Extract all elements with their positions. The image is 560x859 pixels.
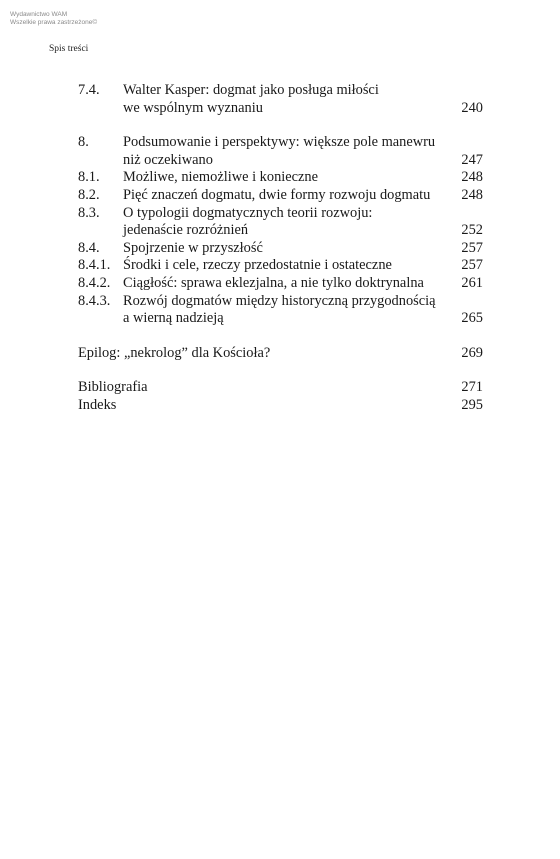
toc-number: 8. [78,134,89,151]
toc-entry-8-4-1 [78,257,483,275]
running-head: Spis treści [49,44,89,54]
watermark-line-1: Wydawnictwo WAM [10,11,68,18]
watermark-line-2: Wszelkie prawa zastrzeżone© [10,19,98,26]
toc-entry-bibliography [78,379,483,397]
toc-title: Indeks [78,396,117,413]
toc-entry-8-2 [78,187,483,205]
toc-title: Epilog: „nekrolog” dla Kościoła? [78,344,271,361]
toc-title: Środki i cele, rzeczy przedostatnie i ostateczne [123,257,392,274]
toc-title: Spojrzenie w przyszłość [123,239,263,256]
toc-title: Walter Kasper: dogmat jako posługa miłości [123,82,379,98]
toc-entry-8-4-3 [78,293,483,328]
toc-title-continued: we wspólnym wyznaniu [123,99,263,116]
toc-page-number: 252 [461,222,483,239]
toc-page-number: 295 [461,396,483,413]
toc-entry-8-1 [78,169,483,187]
toc-page-number: 265 [461,310,483,327]
toc-title-continued: a wierną nadzieją [123,310,224,327]
toc-title: O typologii dogmatycznych teorii rozwoju: [123,204,373,221]
toc-page-number: 257 [461,239,483,256]
toc-number: 8.2. [78,186,100,203]
toc-entry-index [78,397,483,415]
toc-number: 7.4. [78,82,100,98]
toc-page-number: 261 [461,274,483,291]
toc-title: Podsumowanie i perspektywy: większe pole manewru [123,134,436,151]
toc-number: 8.3. [78,204,100,221]
toc-entry-8-4-2 [78,275,483,293]
toc-title-continued: niż oczekiwano [123,151,213,168]
toc-entry-7-4 [78,82,483,117]
toc-number: 8.4.2. [78,274,111,291]
toc-page-number: 240 [461,99,483,116]
toc-page-number: 247 [461,151,483,168]
toc-number: 8.4.3. [78,292,111,309]
toc-page-number: 269 [461,344,483,361]
table-of-contents [78,82,483,415]
toc-title: Pięć znaczeń dogmatu, dwie formy rozwoju dogmatu [123,186,431,203]
toc-title: Bibliografia [78,379,148,396]
toc-title: Możliwe, niemożliwe i konieczne [123,169,319,186]
toc-page-number: 248 [461,169,483,186]
toc-number: 8.4.1. [78,257,111,274]
toc-entry-8-4 [78,240,483,258]
toc-entry-epilog [78,345,483,363]
toc-title: Ciągłość: sprawa eklezjalna, a nie tylko doktrynalna [123,274,424,291]
publisher-watermark [10,11,97,27]
toc-page-number: 248 [461,186,483,203]
toc-number: 8.4. [78,239,100,256]
toc-entry-8 [78,134,483,169]
toc-page-number: 257 [461,257,483,274]
toc-entry-8-3 [78,205,483,240]
toc-page-number: 271 [461,379,483,396]
toc-number: 8.1. [78,169,100,186]
toc-title-continued: jedenaście rozróżnień [123,222,249,239]
toc-title: Rozwój dogmatów między historyczną przygodnością [123,292,436,309]
